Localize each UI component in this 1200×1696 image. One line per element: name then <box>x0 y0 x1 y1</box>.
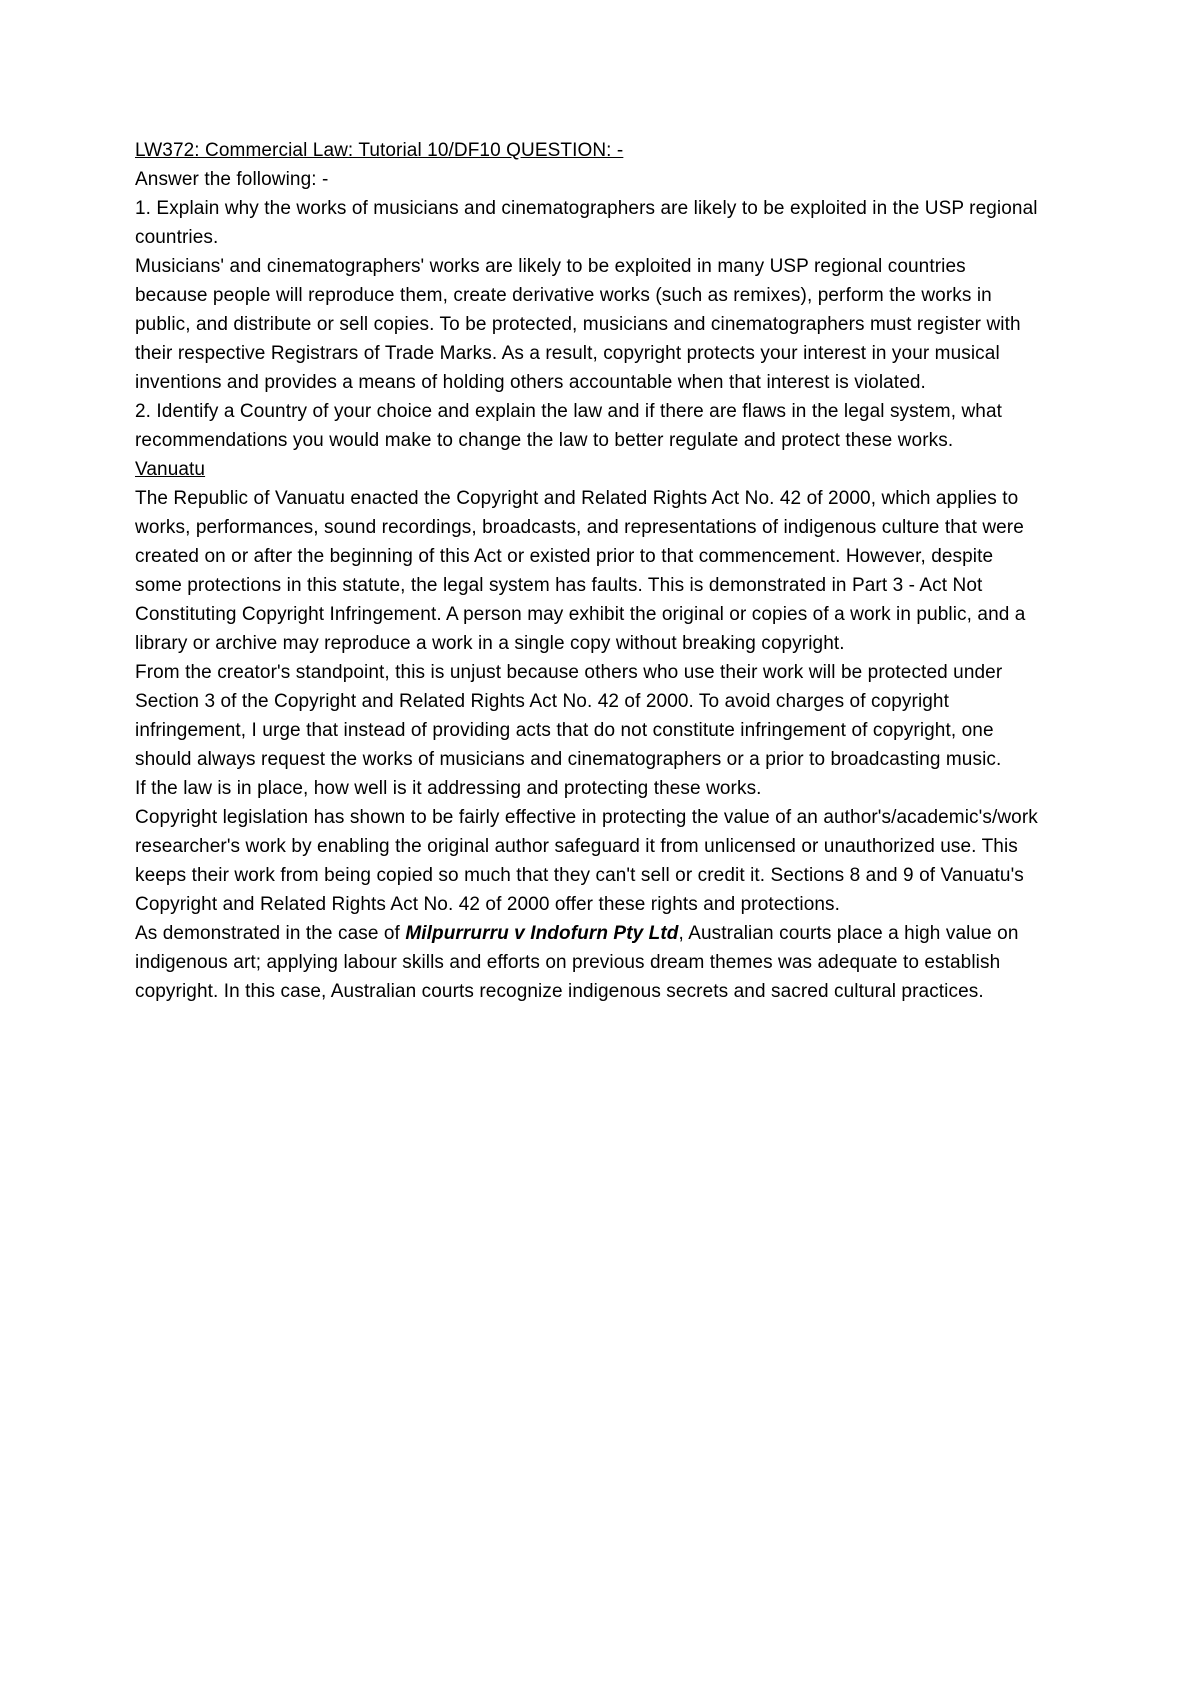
case-law-paragraph <box>135 919 1040 1006</box>
creator-standpoint-paragraph: From the creator's standpoint, this is unjust because others who use their work will be protected under Section 3 of the Copyright and Related Rights Act No. 42 of 2000. To avoid charges of copyright infringement, I urge that instead of providing acts that do not constitute infringement of copyright, one should always request the works of musicians and cinematographers or a prior to broadcasting music. <box>135 662 1003 770</box>
question-3-heading: If the law is in place, how well is it addressing and protecting these works. <box>135 778 762 799</box>
question-1-answer-paragraph: Musicians' and cinematographers' works are likely to be exploited in many USP regional countries because people will reproduce them, create derivative works (such as remixes), perform the works in public, and distribute or sell copies. To be protected, musicians and cinematographers must register with their respective Registrars of Trade Marks. As a result, copyright protects your interest in your musical inventions and provides a means of holding others accountable when that interest is violated. <box>135 256 1021 393</box>
vanuatu-law-paragraph: The Republic of Vanuatu enacted the Copyright and Related Rights Act No. 42 of 2000, which applies to works, performances, sound recordings, broadcasts, and representations of indigenous culture that were created on or after the beginning of this Act or existed prior to that commencement. However, despite some protections in this statute, the legal system has faults. This is demonstrated in Part 3 - Act Not Constituting Copyright Infringement. A person may exhibit the original or copies of a work in public, and a library or archive may reproduce a work in a single copy without breaking copyright. <box>135 488 1026 654</box>
document-page <box>135 136 1040 1006</box>
country-heading-vanuatu: Vanuatu <box>135 459 206 480</box>
copyright-legislation-paragraph: Copyright legislation has shown to be fairly effective in protecting the value of an author's/academic's/work researcher's work by enabling the original author safeguard it from unlicensed or unauthorized use. This keeps their work from being copied so much that they can't sell or credit it. Sections 8 and 9 of Vanuatu's Copyright and Related Rights Act No. 42 of 2000 offer these rights and protections. <box>135 807 1038 915</box>
question-1-heading: 1. Explain why the works of musicians and cinematographers are likely to be exploited in the USP regional countries. <box>135 198 1038 248</box>
case-paragraph-intro: As demonstrated in the case of <box>135 923 406 944</box>
case-name-citation: Milpurrurru v Indofurn Pty Ltd <box>405 923 679 944</box>
question-2-heading: 2. Identify a Country of your choice and explain the law and if there are flaws in the legal system, what recommendations you would make to change the law to better regulate and protect these works. <box>135 401 1003 451</box>
answer-instruction: Answer the following: - <box>135 169 329 190</box>
case-paragraph-rest: , Australian courts place a high value on indigenous art; applying labour skills and efforts on previous dream themes was adequate to establish copyright. In this case, Australian courts recognize indigenous secrets and sacred cultural practices. <box>135 923 1019 1002</box>
document-title: LW372: Commercial Law: Tutorial 10/DF10 QUESTION: - <box>135 140 624 161</box>
